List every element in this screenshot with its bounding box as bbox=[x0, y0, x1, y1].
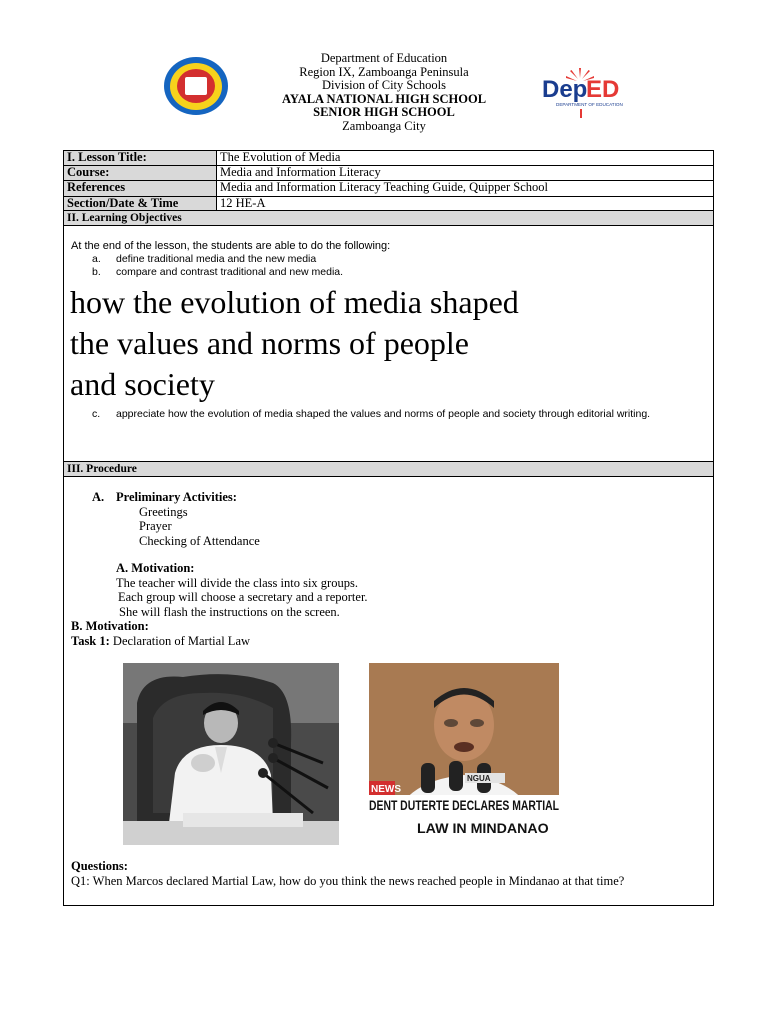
list-item: She will flash the instructions on the screen. bbox=[119, 604, 340, 619]
header-line-1: Department of Education bbox=[320, 51, 448, 65]
objectives-intro: At the end of the lesson, the students are able to do the following: bbox=[71, 240, 391, 252]
svg-text:Dep: Dep bbox=[542, 76, 588, 103]
objective-item bbox=[64, 408, 713, 421]
svg-text:NEWS: NEWS bbox=[371, 784, 401, 795]
svg-text:LAW IN MINDANAO: LAW IN MINDANAO bbox=[417, 821, 549, 837]
school-level: SENIOR HIGH SCHOOL bbox=[313, 105, 455, 120]
row-label: Section/Date & Time bbox=[64, 196, 217, 211]
duterte-news-photo bbox=[369, 663, 559, 845]
svg-text:DEPARTMENT OF EDUCATION: DEPARTMENT OF EDUCATION bbox=[556, 102, 623, 107]
svg-text:ED: ED bbox=[586, 76, 620, 103]
list-marker: A. bbox=[92, 490, 105, 504]
list-item: The teacher will divide the class into six groups. bbox=[116, 575, 358, 590]
svg-text:DENT DUTERTE DECLARES MARTIAL: DENT DUTERTE DECLARES MARTIAL bbox=[369, 798, 560, 814]
document-header bbox=[0, 52, 768, 134]
question-1: Q1: When Marcos declared Martial Law, how do you think the news reached people in Mindanao at that time? bbox=[71, 873, 625, 888]
large-text-line: and society bbox=[70, 366, 215, 402]
task-line bbox=[71, 634, 713, 649]
list-marker: b. bbox=[92, 266, 101, 278]
row-label: I. Lesson Title: bbox=[64, 151, 217, 166]
section-heading: II. Learning Objectives bbox=[64, 211, 713, 226]
large-text-line: the values and norms of people bbox=[70, 325, 469, 361]
table-row bbox=[64, 196, 714, 211]
preliminary-title: Preliminary Activities: bbox=[116, 490, 237, 504]
procedure-section bbox=[63, 461, 714, 906]
preliminary-heading bbox=[92, 490, 713, 505]
section-heading: III. Procedure bbox=[64, 462, 713, 477]
lesson-info-table bbox=[63, 150, 714, 212]
motivation-a-title: A. Motivation: bbox=[116, 561, 195, 575]
task-text: Declaration of Martial Law bbox=[112, 633, 251, 648]
header-line-2: Region IX, Zamboanga Peninsula bbox=[299, 64, 469, 79]
questions-title: Questions: bbox=[71, 859, 128, 873]
table-row bbox=[64, 181, 714, 196]
large-text-line: how the evolution of media shaped bbox=[70, 284, 519, 320]
row-value: 12 HE-A bbox=[217, 196, 714, 211]
row-value: Media and Information Literacy Teaching Guide, Quipper School bbox=[217, 181, 714, 196]
preliminary-list bbox=[139, 505, 713, 549]
row-label: References bbox=[64, 181, 217, 196]
list-item: Prayer bbox=[139, 519, 172, 533]
objective-text: compare and contrast traditional and new media. bbox=[116, 266, 344, 278]
marcos-press-photo bbox=[123, 663, 339, 845]
objective-item bbox=[64, 266, 713, 279]
list-marker: a. bbox=[92, 253, 101, 265]
objective-item bbox=[64, 253, 713, 266]
deped-logo bbox=[540, 62, 624, 118]
school-city: Zamboanga City bbox=[342, 118, 426, 133]
row-label: Course: bbox=[64, 166, 217, 181]
large-objective-text bbox=[70, 282, 713, 405]
table-row bbox=[64, 166, 714, 181]
learning-objectives-section bbox=[63, 210, 714, 462]
list-item: Each group will choose a secretary and a reporter. bbox=[118, 590, 368, 604]
list-marker: c. bbox=[92, 408, 101, 420]
table-row bbox=[64, 151, 714, 166]
motivation-b-title: B. Motivation: bbox=[71, 619, 149, 633]
header-line-3: Division of City Schools bbox=[322, 78, 446, 93]
objective-text: appreciate how the evolution of media shaped the values and norms of people and society through editorial writing. bbox=[116, 408, 651, 420]
row-value: Media and Information Literacy bbox=[217, 166, 714, 181]
objective-text: define traditional media and the new media bbox=[116, 253, 317, 265]
list-item: Greetings bbox=[139, 504, 188, 519]
svg-text:NGUA: NGUA bbox=[467, 774, 491, 783]
school-name: AYALA NATIONAL HIGH SCHOOL bbox=[281, 91, 487, 106]
task-label: Task 1: bbox=[71, 633, 110, 648]
row-value: The Evolution of Media bbox=[217, 151, 714, 166]
motivation-a-list bbox=[116, 576, 713, 620]
list-item: Checking of Attendance bbox=[139, 533, 260, 548]
